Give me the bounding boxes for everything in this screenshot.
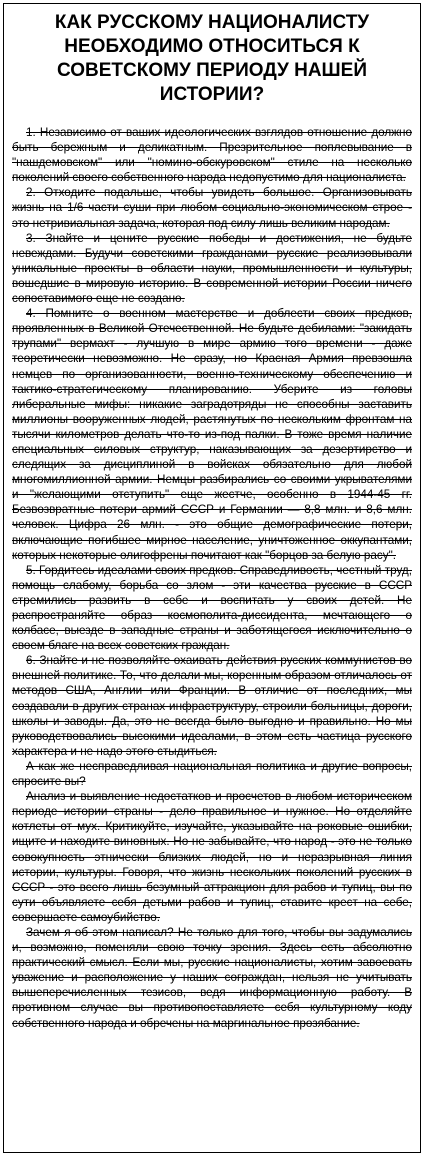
paragraph-question: А как же несправедливая национальная политика и другие вопросы, спросите вы? — [12, 759, 412, 789]
paragraph-conclusion: Зачем я об этом написал? Не только для того, чтобы вы задумались и, возможно, поменяли свою точку зрения. Здесь есть абсолютно практический смысл. Если мы, русские националисты, хотим завоевать уважение и расположение у наших сограждан, нельзя не учитывать вышеперечисленных тезисов, ведя информационную работу. В противном случае вы противопоставляете себя культурному коду собственного народа и обречены на маргинальное прозябание. — [12, 925, 412, 1030]
paragraph-analysis: Анализ и выявление недостатков и просчетов в любом историческом периоде истории страны - дело правильное и нужное. Но отделяйте котлеты от мух. Критикуйте, изучайте, указывайте на роковые ошибки, ищите и находите виновных. Но не забывайте, что народ - это не только совокупность этнически близких людей, но и неразрывная линия истории, культуры. Говоря, что жизнь нескольких поколений русских в СССР - это всего лишь безумный аттракцион для рабов и тупиц, вы по сути объявляете себя детьми рабов и тупиц, ставите крест на себе, совершаете самоубийство. — [12, 790, 412, 924]
paragraph-2: 2. Отходите подальше, чтобы увидеть большое. Организовывать жизнь на 1/6 части суши при любом социально-экономическом строе - это нетривиальная задача, которая под силу лишь великим народам. — [12, 186, 412, 230]
article-body — [12, 125, 412, 1031]
article-frame — [3, 3, 421, 1153]
paragraph-4: 4. Помните о военном мастерстве и доблести своих предков, проявленных в Великой Отечественной. Не будьте дебилами: "закидать трупами" вермахт - лучшую в мире армию того времени - даже теоретически невозможно. Не сразу, но Красная Армия превзошла немцев по организованности, военно-техническому обеспечению и тактико-стратегическому планированию. Уберите из головы либеральные мифы: никакие заградотряды не способны заставить миллионы вооруженных людей, растянутых по нескольким фронтам на тысячи километров делать что-то из-под палки. В тоже время наличие специальных силовых структур, наказывающих за дезертирство и следящих за дисциплиной в войсках обязательно для любой многомиллионной армии. Немцы разбирались со своими укрывателями и "желающими отступить" еще жестче, особенно в 1944-45 гг. Безвозвратные потери армий СССР и Германии — 8,8 млн. и 8,6 млн. человек. Цифра 26 млн. - это общие демографические потери, включающие погибшее мирное население, уничтоженное оккупантами, которых некоторые олигофрены почитают как "борцов за белую расу". — [12, 307, 412, 562]
paragraph-6: 6. Знайте и не позволяйте охаивать действия русских коммунистов во внешней политике. То, что делали мы, коренным образом отличалось от методов США, Англии или Франции. В отличие от последних, мы создавали в других странах инфраструктуру, строили больницы, дороги, школы и заводы. Да, это не всегда было выгодно и правильно. Но мы руководствовались высокими идеалами, в этом есть частица русского характера и не надо этого стыдиться. — [12, 654, 412, 758]
paragraph-3: 3. Знайте и цените русские победы и достижения, не будьте невеждами. Будучи советскими гражданами русские реализовывали уникальные проекты в области науки, промышленности и культуры, вошедшие в мировую историю. В современной истории России ничего сопоставимого еще не создано. — [12, 231, 412, 306]
paragraph-1: 1. Независимо от ваших идеологических взглядов отношение должно быть бережным и деликатным. Презрительное поплевывание в "нашдемовском" или "номино-обскуровском" стиле на несколько поколений своего собственного народа недопустимо для националиста. — [12, 126, 412, 185]
article-title: КАК РУССКОМУ НАЦИОНАЛИСТУ НЕОБХОДИМО ОТНОСИТЬСЯ К СОВЕТСКОМУ ПЕРИОДУ НАШЕЙ ИСТОРИИ? — [54, 12, 370, 105]
paragraph-5: 5. Гордитесь идеалами своих предков. Справедливость, честный труд, помощь слабому, борьба со злом - эти качества русские в СССР стремились развить в себе и воспитать у своих детей. Не распространяйте образ космополита-диссидента, мечтающего о колбасе, выезде в западные страны и заботящегося исключительно о своем благе на всех советских граждан. — [12, 563, 412, 653]
